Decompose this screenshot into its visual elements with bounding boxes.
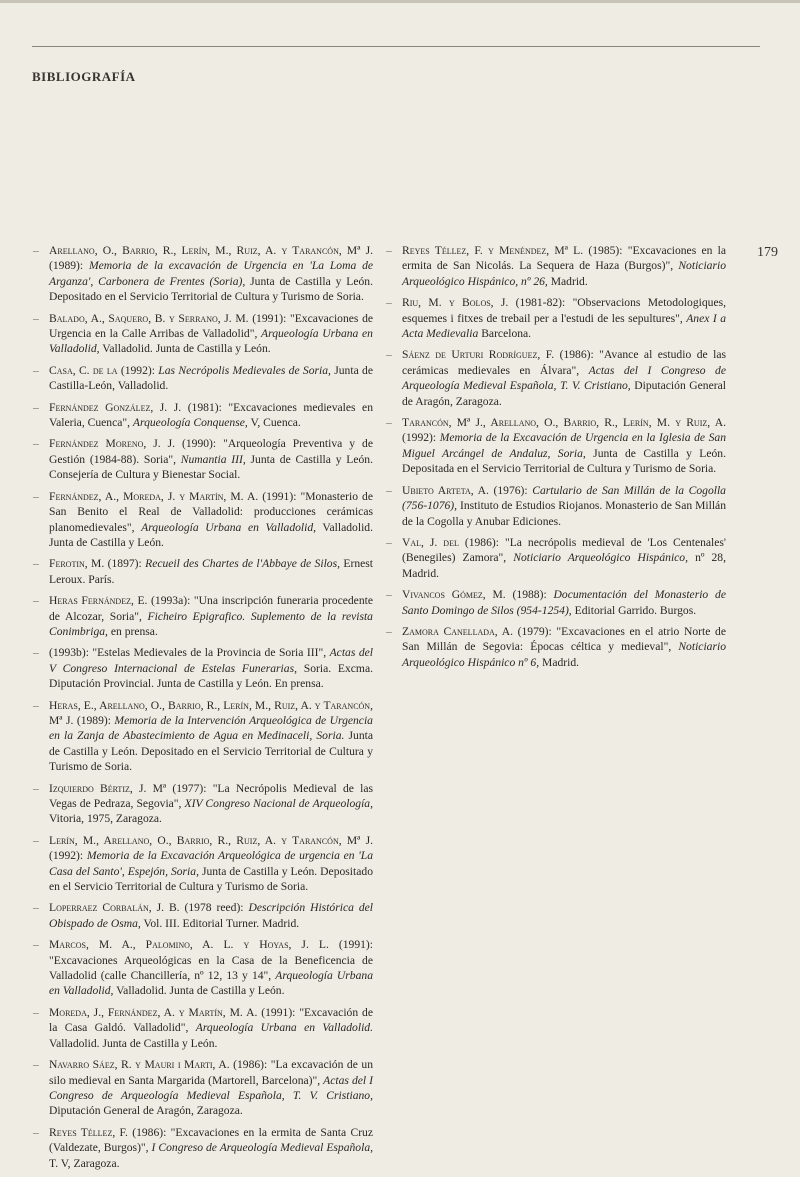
entry-dash: – xyxy=(33,557,39,571)
entry-text: (1985): "Excavaciones en la ermita de San Nicolás. La Sequera de Haza (Burgos)", xyxy=(402,244,726,273)
entry-text: (1897): xyxy=(104,557,146,571)
entry-authors: Loperraez Corbalán, J. B. xyxy=(49,901,180,915)
header-rule xyxy=(32,46,760,47)
entry-dash: – xyxy=(33,833,39,847)
entry-title: Noticiario Arqueológico Hispánico, xyxy=(513,551,689,565)
entry-text: Madrid. xyxy=(539,655,580,669)
entry-title: Ficheiro Epigrafico. Suplemento de la revista Conimbriga, xyxy=(49,609,373,638)
entry-text: (1992): xyxy=(49,849,87,863)
entry-text: (1993b): "Estelas Medievales de la Provincia de Soria III", xyxy=(49,646,330,660)
bibliography-column-right xyxy=(386,243,726,676)
entry-text: Valladolid. Junta de Castilla y León. xyxy=(113,984,285,998)
page-top-edge xyxy=(0,0,800,3)
entry-title: Actas del I Congreso de Arqueología Medieval Española, T. V. Cristiano, xyxy=(402,363,726,393)
bibliography-entry xyxy=(33,1057,373,1119)
entry-title: Noticiario Arqueológico Hispánico nº 6, xyxy=(402,640,726,669)
entry-authors: Sáenz de Urturi Rodríguez, F. xyxy=(402,348,555,362)
entry-title: Cartulario de San Millán de la Cogolla (756-1076), xyxy=(402,483,726,513)
entry-authors: Fernández González, J. J. xyxy=(49,400,182,414)
entry-authors: Reyes Téllez, F. y Menéndez, Mª L. xyxy=(402,244,584,257)
entry-authors: Ubieto Arteta, A. xyxy=(402,483,489,497)
entry-text: (1990): "Arqueología Preventiva y de Gestión (1984-88). Soria", xyxy=(49,437,373,466)
entry-text: Soria. Excma. Diputación Provincial. Junta de Castilla y León. En prensa. xyxy=(49,661,373,691)
entry-text: (1981-82): "Observacions Metodologiques, esquemes i fitxes de trebail per a l'estudi de les sepultures", xyxy=(402,296,726,325)
entry-title: Descripción Histórica del Obispado de Osma, xyxy=(49,901,373,930)
entry-text: (1992): xyxy=(117,363,159,377)
entry-dash: – xyxy=(33,901,39,915)
entry-dash: – xyxy=(386,296,392,310)
entry-text: Diputación General de Aragón, Zaragoza. xyxy=(402,379,726,408)
bibliography-entry xyxy=(386,587,726,618)
bibliography-entry xyxy=(33,489,373,551)
entry-authors: Navarro Sáez, R. y Mauri i Marti, A. xyxy=(49,1058,230,1072)
entry-authors: Moreda, J., Fernández, A. y Martín, M. A. xyxy=(49,1005,258,1019)
bibliography-entry xyxy=(33,900,373,931)
entry-dash: – xyxy=(33,311,39,325)
bibliography-entry xyxy=(33,781,373,827)
bibliography-entry xyxy=(33,400,373,431)
bibliography-entry xyxy=(386,624,726,670)
entry-dash: – xyxy=(33,698,39,712)
entry-text: (1979): "Excavaciones en el atrio Norte de San Millán de Segovia: Épocas céltica y medieval", xyxy=(402,624,726,654)
entry-text: Valladolid. Junta de Castilla y León. xyxy=(99,342,271,356)
entry-title: Memoria de la Excavación Arqueológica de urgencia en 'La Casa del Santo', Espejón, Soria, xyxy=(49,849,374,878)
entry-authors: Reyes Téllez, F. xyxy=(49,1125,128,1139)
entry-dash: – xyxy=(33,938,39,952)
entry-text: Junta de Castilla y León. Consejería de Cultura y Bienestar Social. xyxy=(49,452,373,482)
entry-title: Actas del I Congreso de Arqueología Medieval Española, T. V. Cristiano, xyxy=(49,1073,373,1102)
entry-dash: – xyxy=(386,348,392,362)
entry-title: Anex I a Acta Medievalia xyxy=(402,311,726,341)
entry-dash: – xyxy=(386,244,392,257)
entry-title: Arqueología Urbana en Valladolid, xyxy=(49,969,373,998)
entry-text: Junta de Castilla y León. Depositado en el Servicio Territorial de Cultura y Turismo de Soria. xyxy=(49,274,373,304)
entry-authors: Vivancos Gómez, M. xyxy=(402,588,506,602)
bibliography-entry xyxy=(33,556,373,587)
entry-authors: Ferotin, M. xyxy=(49,557,105,571)
entry-dash: – xyxy=(33,363,39,377)
bibliography-entry xyxy=(33,593,373,639)
bibliography-column-left xyxy=(33,243,373,1177)
entry-text: Junta de Castilla y León. Depositado en el Servicio Territorial de Cultura y Turismo de Soria. xyxy=(49,729,373,774)
entry-text: (1988): xyxy=(505,588,554,602)
entry-text: Diputación General de Aragón, Zaragoza. xyxy=(49,1104,243,1118)
bibliography-entry xyxy=(386,535,726,581)
entry-authors: Heras Fernández, E. xyxy=(49,594,148,608)
entry-title: Actas del V Congreso Internacional de Estelas Funerarias, xyxy=(49,646,373,675)
entry-title: XIV Congreso Nacional de Arqueología, xyxy=(184,797,373,810)
bibliography-entry xyxy=(386,347,726,409)
entry-title: I Congreso de Arqueología Medieval Española, xyxy=(151,1141,374,1155)
entry-dash: – xyxy=(33,1125,39,1139)
entry-text: V, Cuenca. xyxy=(247,416,301,430)
entry-text: Valladolid. Junta de Castilla y León. xyxy=(49,520,373,549)
entry-text: (1993a): "Una inscripción funeraria procedente de Alcozar, Soria", xyxy=(49,594,373,623)
section-title: BIBLIOGRAFÍA xyxy=(32,69,136,84)
entry-dash: – xyxy=(33,594,39,608)
page-number: 179 xyxy=(757,245,778,260)
entry-text: Instituto de Estudios Riojanos. Monasterio de San Millán de la Cogolla y Anubar Ediciones. xyxy=(402,499,726,528)
entry-dash: – xyxy=(33,1005,39,1019)
entry-text: Junta de Castilla-León, Valladolid. xyxy=(49,363,373,393)
entry-text: Junta de Castilla y León. Depositado en el Servicio Territorial de Cultura y Turismo de Soria. xyxy=(49,864,373,894)
entry-text: T. V, Zaragoza. xyxy=(49,1156,120,1170)
entry-text: (1981): "Excavaciones medievales en Valeria, Cuenca", xyxy=(49,400,373,430)
entry-text: (1991): "Excavaciones de Urgencia en la Calle Arribas de Valladolid", xyxy=(49,311,374,341)
bibliography-entry xyxy=(33,645,373,691)
entry-text: Madrid. xyxy=(547,274,588,288)
entry-dash: – xyxy=(386,535,392,549)
entry-authors: Val, J. del xyxy=(402,535,459,549)
entry-dash: – xyxy=(386,483,392,497)
entry-dash: – xyxy=(386,588,392,602)
entry-text: (1991): "Monasterio de San Benito el Real de Valladolid: producciones cerámicas planomedievales", xyxy=(49,489,373,534)
entry-text: (1986): "La necrópolis medieval de 'Los Centenales' (Benegiles) Zamora", xyxy=(402,535,726,565)
entry-text: (1992): xyxy=(402,431,440,445)
entry-authors: Izquierdo Bértiz, J. Mª xyxy=(49,781,167,795)
entry-title: Memoria de la Intervención Arqueológica de Urgencia en la Zanja de Abastecimiento de Agua en Medinaceli, Soria. xyxy=(49,713,373,743)
entry-title: Arqueología Conquense, xyxy=(132,416,248,430)
bibliography-entry xyxy=(33,311,373,357)
entry-text: Vol. III. Editorial Turner. Madrid. xyxy=(140,916,300,930)
entry-authors: Fernández, A., Moreda, J. y Martín, M. A. xyxy=(49,489,259,503)
entry-authors: Heras, E., Arellano, O., Barrio, R., Lerín, M., Ruiz, A. y Tarancón, Mª J. xyxy=(49,698,373,727)
entry-authors: Lerín, M., Arellano, O., Barrio, R., Ruiz, A. y Tarancón, Mª J. xyxy=(49,833,373,847)
entry-authors: Balado, A., Saquero, B. y Serrano, J. M. xyxy=(49,311,249,325)
entry-authors: Marcos, M. A., Palomino, A. L. y Hoyas, J. L. xyxy=(49,938,329,952)
entry-title: Numantia III, xyxy=(180,452,246,466)
entry-title: Recueil des Chartes de l'Abbaye de Silos, xyxy=(145,557,341,571)
entry-authors: Zamora Canellada, A. xyxy=(402,624,513,638)
bibliography-entry xyxy=(33,1125,373,1171)
entry-dash: – xyxy=(386,416,392,430)
entry-title: Memoria de la Excavación de Urgencia en la Iglesia de San Miguel Arcángel de Andaluz, Soria, xyxy=(402,431,727,460)
entry-authors: Arellano, O., Barrio, R., Lerín, M., Ruiz, A. y Tarancón, Mª J. xyxy=(49,244,373,257)
bibliography-entry xyxy=(386,243,726,289)
entry-dash: – xyxy=(33,781,39,795)
entry-text: Editorial Garrido. Burgos. xyxy=(571,603,697,617)
entry-authors: Riu, M. y Bolos, J. xyxy=(402,296,509,310)
bibliography-entry xyxy=(33,436,373,482)
entry-dash: – xyxy=(33,646,39,660)
entry-text: (1989): xyxy=(49,259,89,273)
entry-text: (1976): xyxy=(488,483,533,497)
entry-dash: – xyxy=(33,244,39,257)
entry-text: Junta de Castilla y León. Depositada en el Servicio Territorial de Cultura y Turismo de Soria. xyxy=(402,446,726,476)
entry-text: (1986): "Excavaciones en la ermita de Santa Cruz (Valdezate, Burgos)", xyxy=(49,1125,373,1155)
entry-dash: – xyxy=(33,437,39,451)
entry-text: Barcelona. xyxy=(478,327,532,341)
entry-title: Arqueología Urbana en Valladolid, xyxy=(141,520,317,534)
entry-authors: Casa, C. de la xyxy=(49,363,118,377)
bibliography-entry xyxy=(386,295,726,341)
bibliography-entry xyxy=(33,1005,373,1051)
entry-title: Las Necrópolis Medievales de Soria, xyxy=(158,363,331,377)
entry-dash: – xyxy=(33,489,39,503)
entry-text: (1986): "La excavación de un silo medieval en Santa Margarida (Martorell, Barcelona)", xyxy=(49,1058,373,1087)
bibliography-entry xyxy=(33,833,373,895)
entry-text: (1986): "Avance al estudio de las cerámicas medievales en Álvara", xyxy=(402,348,726,377)
entry-title: Memoria de la excavación de Urgencia en 'La Loma de Arganza', Carbonera de Frentes (Soria), xyxy=(49,259,374,288)
entry-title: Noticiario Arqueológico Hispánico, nº 26, xyxy=(402,259,726,288)
entry-text: Valladolid. Junta de Castilla y León. xyxy=(49,1036,218,1050)
entry-title: Arqueología Urbana en Valladolid, xyxy=(49,327,373,356)
bibliography-entry xyxy=(33,363,373,394)
bibliography-entry xyxy=(386,415,726,477)
entry-text: Vitoria, 1975, Zaragoza. xyxy=(49,812,162,826)
bibliography-entry xyxy=(33,243,373,305)
entry-dash: – xyxy=(33,1058,39,1072)
entry-authors: Fernández Moreno, J. J. xyxy=(49,437,176,451)
entry-text: en prensa. xyxy=(107,624,158,638)
bibliography-entry xyxy=(33,937,373,999)
entry-text: Ernest Leroux. París. xyxy=(49,557,373,586)
bibliography-entry xyxy=(386,483,726,529)
entry-dash: – xyxy=(33,400,39,414)
entry-text: (1991): "Excavaciones Arqueológicas en la Casa de la Beneficencia de Valladolid (calle Chancillería, nº 12, 13 y 14", xyxy=(49,938,373,983)
entry-dash: – xyxy=(386,624,392,638)
bibliography-entry xyxy=(33,698,373,775)
entry-text: (1989): xyxy=(73,713,115,727)
entry-text: nº 28, Madrid. xyxy=(402,551,726,580)
entry-title: Arqueología Urbana en Valladolid. xyxy=(195,1021,373,1035)
entry-text: (1978 reed): xyxy=(179,901,249,915)
entry-text: (1977): "La Necrópolis Medieval de las Vegas de Pedraza, Segovia", xyxy=(49,781,373,810)
entry-title: Documentación del Monasterio de Santo Domingo de Silos (954-1254), xyxy=(402,588,727,617)
entry-text: (1991): "Excavación de la Casa Galdó. Valladolid", xyxy=(49,1005,373,1035)
entry-authors: Tarancón, Mª J., Arellano, O., Barrio, R., Lerín, M. y Ruiz, A. xyxy=(402,416,726,430)
